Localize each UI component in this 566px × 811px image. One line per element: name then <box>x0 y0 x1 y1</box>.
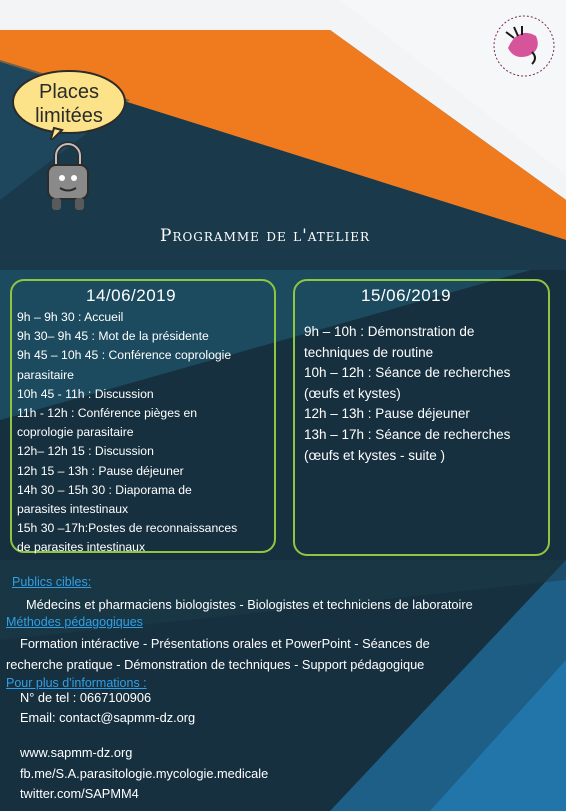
phone-number: N° de tel : 0667100906 <box>20 690 152 705</box>
schedule-line: (œufs et kystes - suite ) <box>304 447 446 463</box>
day1-date: 14/06/2019 <box>86 286 177 305</box>
schedule-line: 10h 45 - 11h : Discussion <box>17 386 154 401</box>
twitter-link[interactable]: twitter.com/SAPMM4 <box>20 786 139 801</box>
padlock-mascot-icon <box>40 140 96 214</box>
badge-line-1: Places <box>38 81 100 103</box>
schedule-line: coprologie parasitaire <box>17 425 134 440</box>
email-address[interactable]: Email: contact@sapmm-dz.org <box>20 710 196 725</box>
schedule-line: 9h – 9h 30 : Accueil <box>17 310 124 324</box>
program-title: Programme de l'atelier <box>160 226 371 246</box>
schedule-line: 12h– 12h 15 : Discussion <box>17 444 154 459</box>
publics-heading: Publics cibles: <box>12 575 92 589</box>
schedule-line: 9h 45 – 10h 45 : Conférence coprologie <box>17 348 232 363</box>
schedule-line: 14h 30 – 15h 30 : Diaporama de <box>17 482 192 497</box>
society-logo-icon <box>486 8 562 88</box>
day1-schedule <box>17 308 275 558</box>
schedule-line: 11h - 12h : Conférence pièges en <box>17 406 198 421</box>
day2-date: 15/06/2019 <box>361 286 452 305</box>
schedule-line: parasitaire <box>17 367 74 382</box>
schedule-line: 12h – 13h : Pause déjeuner <box>304 406 470 422</box>
methodes-line-2: recherche pratique - Démonstration de techniques - Support pédagogique <box>6 657 425 672</box>
facebook-link[interactable]: fb.me/S.A.parasitologie.mycologie.medicale <box>20 766 269 781</box>
website-link[interactable]: www.sapmm-dz.org <box>20 745 133 760</box>
places-limitees-badge <box>10 80 128 128</box>
schedule-line: 15h 30 –17h:Postes de reconnaissances <box>17 521 238 536</box>
schedule-line: 9h – 10h : Démonstration de <box>304 324 475 339</box>
schedule-line: 9h 30– 9h 45 : Mot de la présidente <box>17 329 209 344</box>
schedule-line: de parasites intestinaux <box>17 540 146 555</box>
badge-line-2: limitées <box>35 105 103 127</box>
schedule-line: (œufs et kystes) <box>304 385 401 401</box>
info-heading: Pour plus d'informations : <box>6 676 147 690</box>
schedule-line: 12h 15 – 13h : Pause déjeuner <box>17 463 184 478</box>
schedule-line: 13h – 17h : Séance de recherches <box>304 426 511 442</box>
schedule-line: parasites intestinaux <box>17 502 129 517</box>
schedule-line: 10h – 12h : Séance de recherches <box>304 365 511 381</box>
schedule-line: techniques de routine <box>304 344 434 360</box>
methodes-heading: Méthodes pédagogiques <box>6 615 143 629</box>
methodes-line-1: Formation intéractive - Présentations orales et PowerPoint - Séances de <box>20 636 430 651</box>
publics-text: Médecins et pharmaciens biologistes - Biologistes et techniciens de laboratoire <box>26 597 473 612</box>
day2-schedule <box>304 322 544 466</box>
